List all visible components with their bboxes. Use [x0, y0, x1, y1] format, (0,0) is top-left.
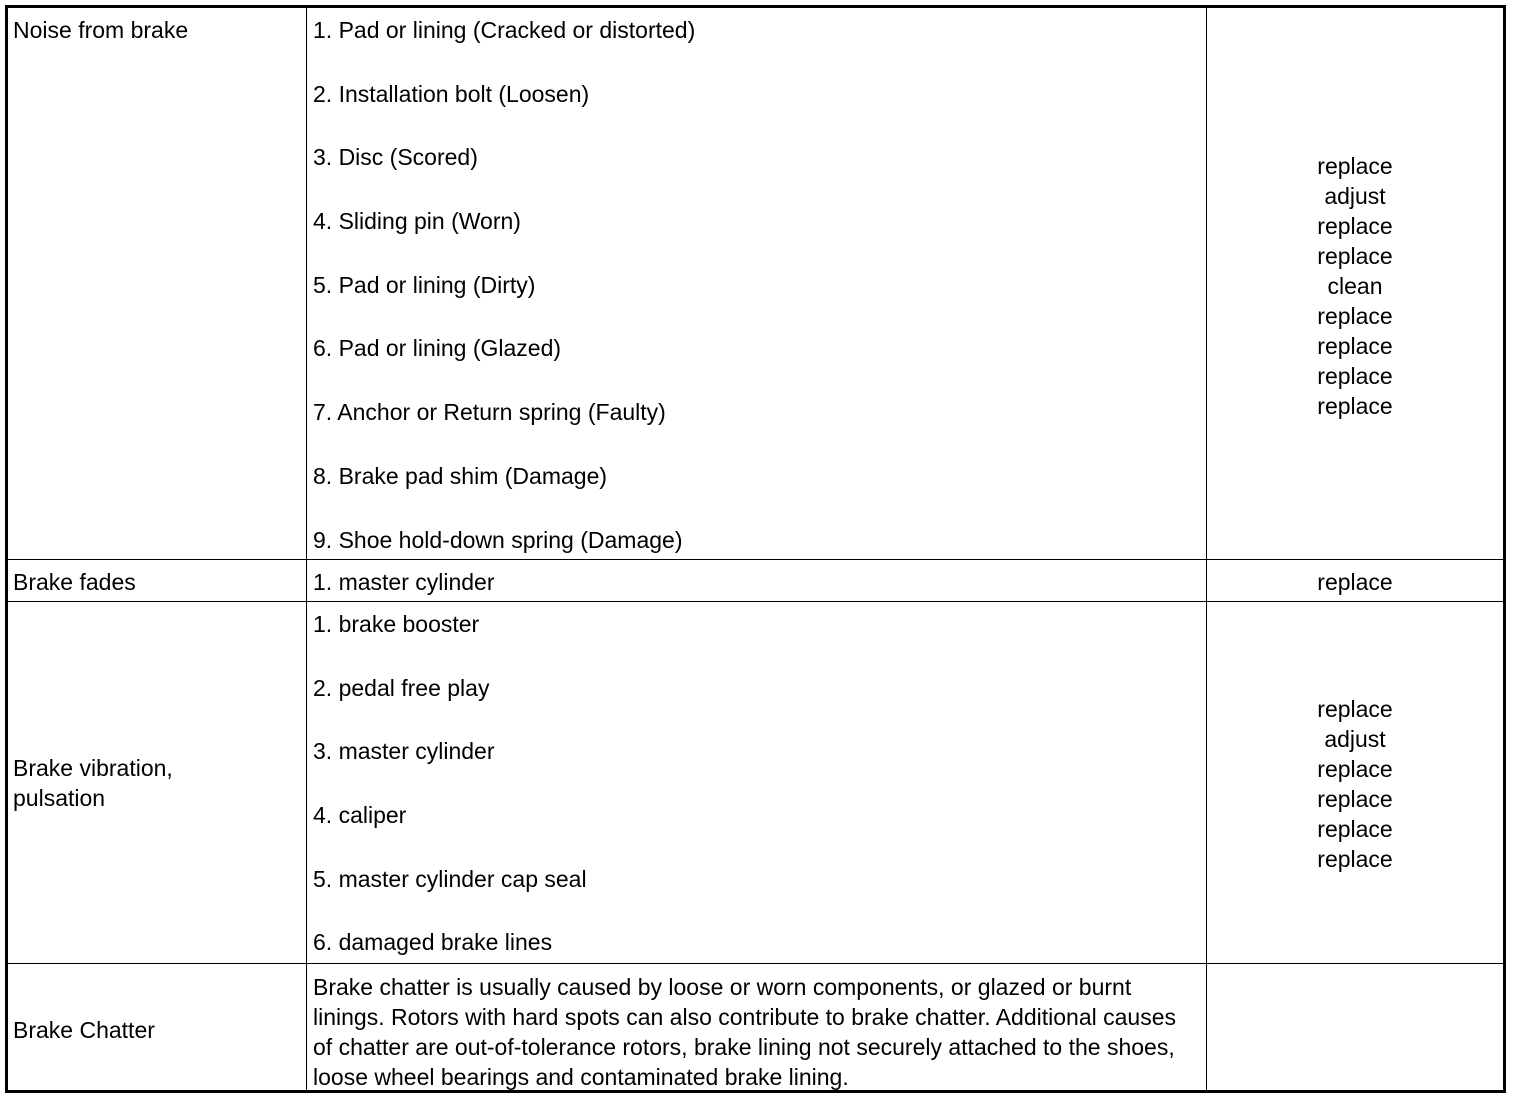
symptom-cell — [8, 964, 307, 1090]
symptom-label: Brake Chatter — [13, 1017, 155, 1043]
table-row — [8, 560, 1503, 602]
action-item: replace — [1317, 786, 1393, 812]
action-item: adjust — [1324, 183, 1386, 209]
chatter-description: Brake chatter is usually caused by loose or worn components, or glazed or burnt linings. Rotors with hard spots can also contribute to brake chatter. Additional causes of chatter are out-of-tolerance rotors, brake lining not securely attached to the shoes, loose wheel bearings and contaminated brake lining. — [313, 974, 1176, 1090]
description-cell — [307, 964, 1207, 1090]
cause-item: 3. Disc (Scored) — [313, 144, 478, 170]
cause-item: 5. Pad or lining (Dirty) — [313, 272, 536, 298]
action-cell — [1207, 560, 1503, 601]
action-item: clean — [1327, 273, 1383, 299]
action-item: replace — [1317, 846, 1393, 872]
action-item: replace — [1317, 696, 1393, 722]
symptom-cell — [8, 560, 307, 601]
cause-item: 1. Pad or lining (Cracked or distorted) — [313, 17, 696, 43]
action-cell — [1207, 602, 1503, 963]
action-item: replace — [1317, 243, 1393, 269]
action-item: replace — [1317, 303, 1393, 329]
symptom-label: pulsation — [13, 785, 106, 811]
symptom-label: Brake vibration, — [13, 755, 173, 781]
causes-cell — [307, 602, 1207, 963]
action-item: replace — [1317, 393, 1393, 419]
table-row — [8, 602, 1503, 964]
action-item: adjust — [1324, 726, 1386, 752]
action-item: replace — [1317, 816, 1393, 842]
symptom-cell — [8, 602, 307, 963]
cause-item: 1. brake booster — [313, 611, 480, 637]
cause-item: 3. master cylinder — [313, 738, 495, 764]
action-cell — [1207, 964, 1503, 1090]
action-cell — [1207, 8, 1503, 559]
cause-item: 9. Shoe hold-down spring (Damage) — [313, 527, 683, 553]
action-item: replace — [1317, 213, 1393, 239]
troubleshooting-table — [5, 5, 1506, 1093]
cause-item: 6. damaged brake lines — [313, 929, 553, 955]
symptom-cell — [8, 8, 307, 559]
cause-item: 4. Sliding pin (Worn) — [313, 208, 521, 234]
cause-item: 4. caliper — [313, 802, 407, 828]
cause-item: 2. pedal free play — [313, 675, 490, 701]
symptom-label: Noise from brake — [13, 17, 189, 43]
symptom-label: Brake fades — [13, 569, 136, 595]
causes-cell — [307, 560, 1207, 601]
causes-cell — [307, 8, 1207, 559]
cause-item: 6. Pad or lining (Glazed) — [313, 335, 562, 361]
action-item: replace — [1317, 153, 1393, 179]
action-item: replace — [1317, 333, 1393, 359]
cause-item: 5. master cylinder cap seal — [313, 866, 587, 892]
cause-item: 2. Installation bolt (Loosen) — [313, 81, 590, 107]
cause-item: 7. Anchor or Return spring (Faulty) — [313, 399, 666, 425]
cause-item: 8. Brake pad shim (Damage) — [313, 463, 608, 489]
table-row — [8, 8, 1503, 560]
cause-item: 1. master cylinder — [313, 569, 495, 595]
action-item: replace — [1317, 756, 1393, 782]
action-item: replace — [1317, 569, 1393, 595]
table-row — [8, 964, 1503, 1090]
action-item: replace — [1317, 363, 1393, 389]
